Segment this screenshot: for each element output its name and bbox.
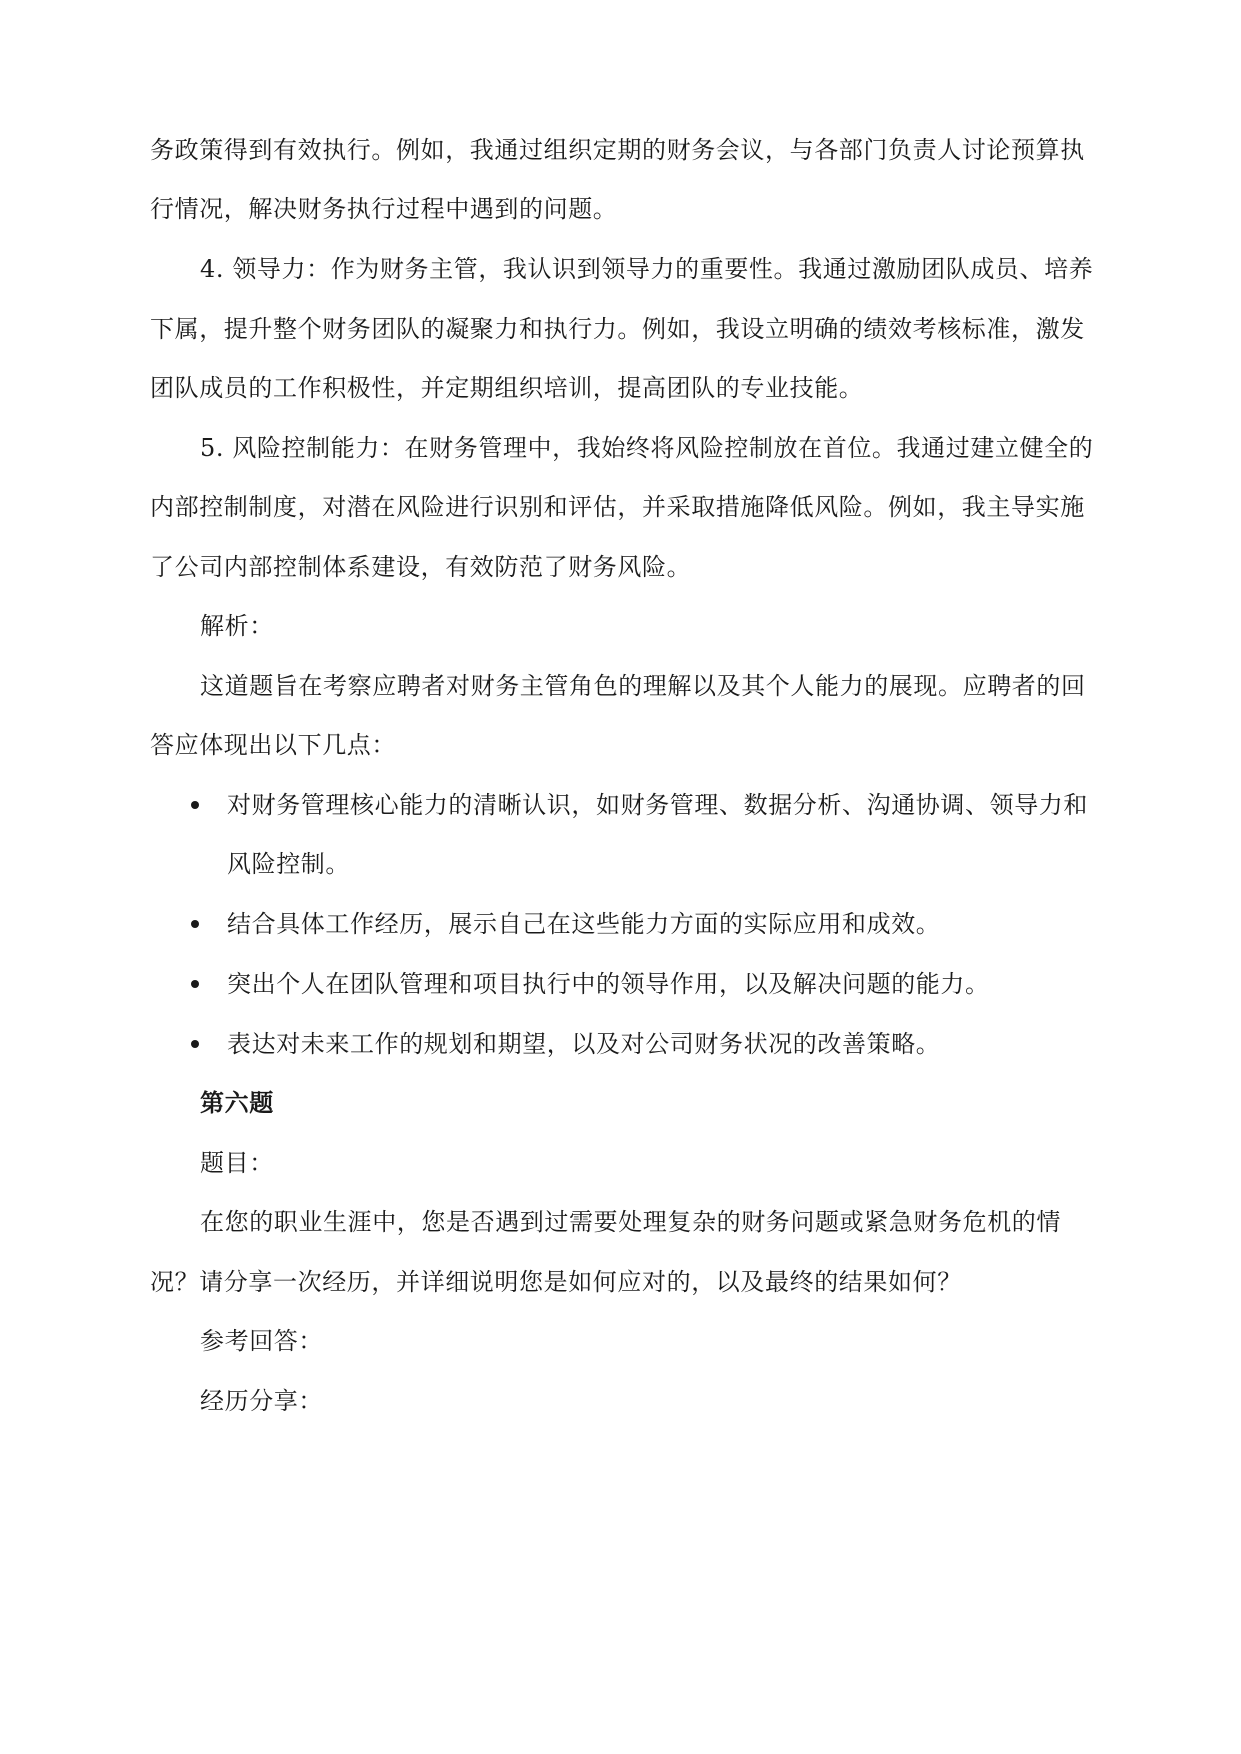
- question-line: 在您的职业生涯中，您是否遇到过需要处理复杂的财务问题或紧急财务危机的情: [200, 1208, 1061, 1236]
- item-5-line: 了公司内部控制体系建设，有效防范了财务风险。: [150, 553, 692, 581]
- item-4-line: 4. 领导力：作为财务主管，我认识到领导力的重要性。我通过激励团队成员、培养: [200, 255, 1094, 283]
- experience-label: 经历分享：: [200, 1387, 323, 1415]
- section-title: 第六题: [200, 1089, 274, 1117]
- bullet-icon: [191, 1040, 199, 1048]
- paragraph-line: 行情况，解决财务执行过程中遇到的问题。: [150, 195, 618, 223]
- question-line: 况？请分享一次经历，并详细说明您是如何应对的，以及最终的结果如何？: [150, 1268, 962, 1296]
- bullet-item-line: 风险控制。: [227, 850, 350, 878]
- item-4-line: 下属，提升整个财务团队的凝聚力和执行力。例如，我设立明确的绩效考核标准，激发: [150, 315, 1085, 343]
- item-4-line: 团队成员的工作积极性，并定期组织培训，提高团队的专业技能。: [150, 374, 864, 402]
- paragraph-line: 务政策得到有效执行。例如，我通过组织定期的财务会议，与各部门负责人讨论预算执: [150, 136, 1085, 164]
- analysis-line: 答应体现出以下几点：: [150, 731, 396, 759]
- bullet-item-line: 对财务管理核心能力的清晰认识，如财务管理、数据分析、沟通协调、领导力和: [227, 791, 1088, 819]
- reference-answer-label: 参考回答：: [200, 1327, 323, 1355]
- analysis-label: 解析：: [200, 612, 274, 640]
- bullet-icon: [191, 920, 199, 928]
- bullet-icon: [191, 980, 199, 988]
- question-label: 题目：: [200, 1149, 274, 1177]
- analysis-line: 这道题旨在考察应聘者对财务主管角色的理解以及其个人能力的展现。应聘者的回: [200, 672, 1086, 700]
- bullet-item-line: 突出个人在团队管理和项目执行中的领导作用，以及解决问题的能力。: [227, 970, 990, 998]
- bullet-item-line: 表达对未来工作的规划和期望，以及对公司财务状况的改善策略。: [227, 1030, 941, 1058]
- item-5-line: 内部控制制度，对潜在风险进行识别和评估，并采取措施降低风险。例如，我主导实施: [150, 493, 1085, 521]
- item-5-line: 5. 风险控制能力：在财务管理中，我始终将风险控制放在首位。我通过建立健全的: [200, 434, 1094, 462]
- bullet-item-line: 结合具体工作经历，展示自己在这些能力方面的实际应用和成效。: [227, 910, 941, 938]
- bullet-icon: [191, 801, 199, 809]
